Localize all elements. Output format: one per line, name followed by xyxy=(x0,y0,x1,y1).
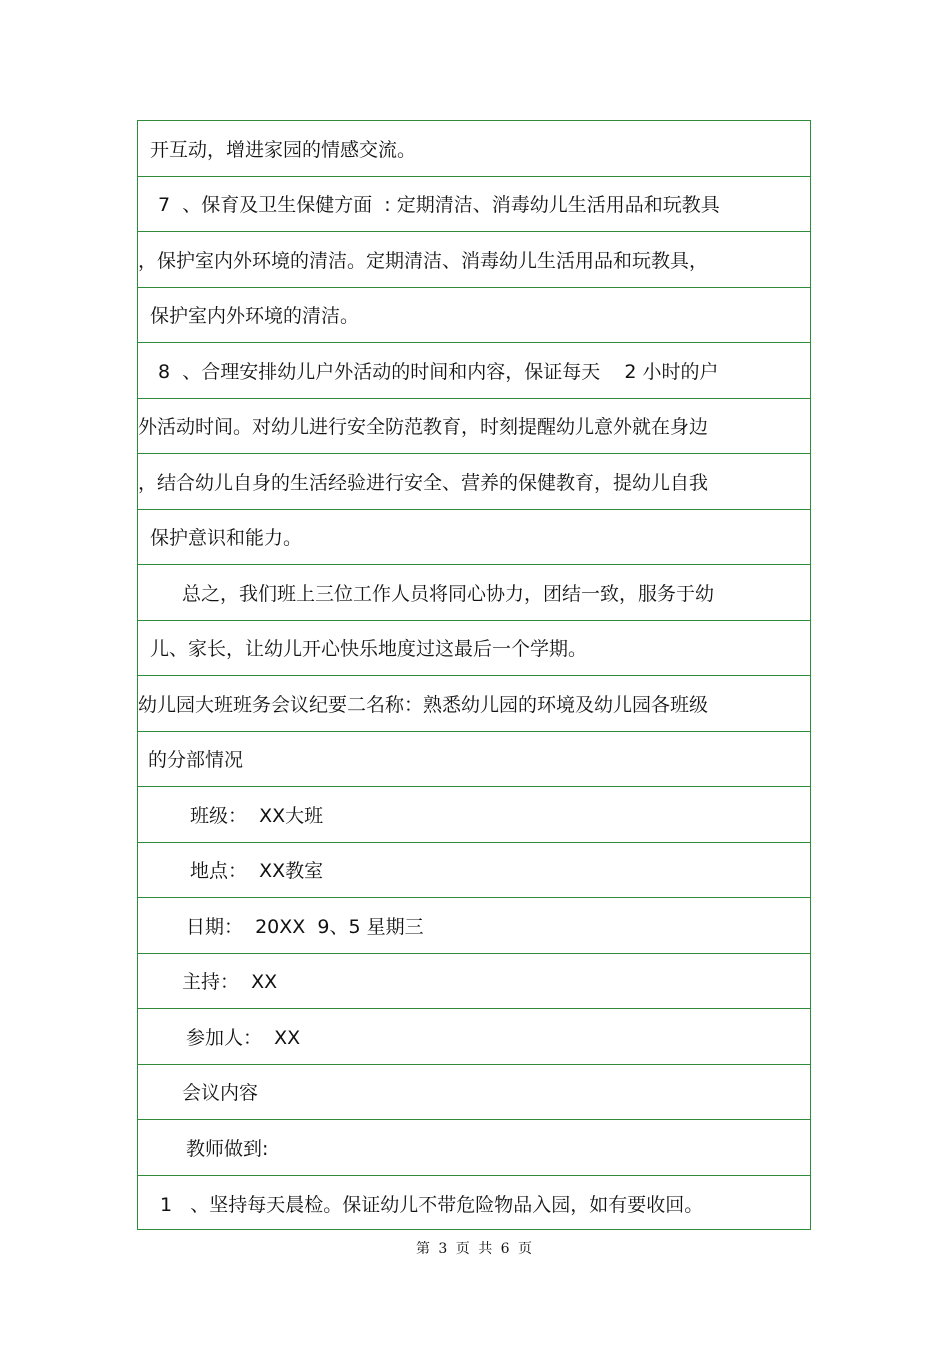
document-line-text: ，结合幼儿自身的生活经验进行安全、营养的保健教育，提幼儿自我 xyxy=(138,471,709,494)
document-line xyxy=(138,1120,810,1176)
document-line xyxy=(138,1176,810,1232)
document-line xyxy=(138,343,810,399)
document-line xyxy=(138,732,810,788)
document-line-text: ，保护室内外环境的清洁。定期清洁、消毒幼儿生活用品和玩教具， xyxy=(138,249,709,272)
document-line-text: 保护室内外环境的清洁。 xyxy=(150,305,360,328)
document-line xyxy=(138,399,810,455)
document-line-text: 会议内容 xyxy=(182,1082,259,1105)
document-frame xyxy=(137,120,811,1230)
document-line-text: 教师做到: xyxy=(186,1137,269,1160)
document-line xyxy=(138,843,810,899)
document-line-text: 总之，我们班上三位工作人员将同心协力，团结一致，服务于幼 xyxy=(182,582,715,605)
document-line-text: 8 、合理安排幼儿户外活动的时间和内容，保证每天 2 小时的户 xyxy=(152,360,719,383)
document-line-text: 保护意识和能力。 xyxy=(150,527,303,550)
document-line-text: 开互动，增进家园的情感交流。 xyxy=(150,138,417,161)
document-line xyxy=(138,121,810,177)
document-line-text: 主持： XX xyxy=(182,971,278,994)
document-line xyxy=(138,454,810,510)
document-line xyxy=(138,177,810,233)
document-line xyxy=(138,232,810,288)
document-line xyxy=(138,676,810,732)
document-line-text: 幼儿园大班班务会议纪要二名称：熟悉幼儿园的环境及幼儿园各班级 xyxy=(138,693,709,716)
document-line xyxy=(138,787,810,843)
document-line xyxy=(138,954,810,1010)
document-line xyxy=(138,288,810,344)
document-line-text: 日期： 20XX 9、5 星期三 xyxy=(186,915,424,938)
document-line-text: 7 、保育及卫生保健方面 : 定期清洁、消毒幼儿生活用品和玩教具 xyxy=(152,194,720,217)
document-line-text: 的分部情况 xyxy=(148,749,244,772)
document-line xyxy=(138,510,810,566)
document-line xyxy=(138,1009,810,1065)
document-line-text: 儿、家长，让幼儿开心快乐地度过这最后一个学期。 xyxy=(150,638,588,661)
document-line-text: 1 、坚持每天晨检。保证幼儿不带危险物品入园，如有要收回。 xyxy=(154,1193,704,1216)
document-line-text: 班级： XX大班 xyxy=(190,804,324,827)
page-footer: 第 3 页 共 6 页 xyxy=(415,1241,535,1257)
document-line-text: 外活动时间。对幼儿进行安全防范教育，时刻提醒幼儿意外就在身边 xyxy=(138,416,709,439)
document-line xyxy=(138,898,810,954)
document-line-text: 地点： XX教室 xyxy=(190,860,324,883)
document-line xyxy=(138,1065,810,1121)
document-line xyxy=(138,565,810,621)
document-line-text: 参加人： XX xyxy=(186,1026,301,1049)
document-line xyxy=(138,621,810,677)
